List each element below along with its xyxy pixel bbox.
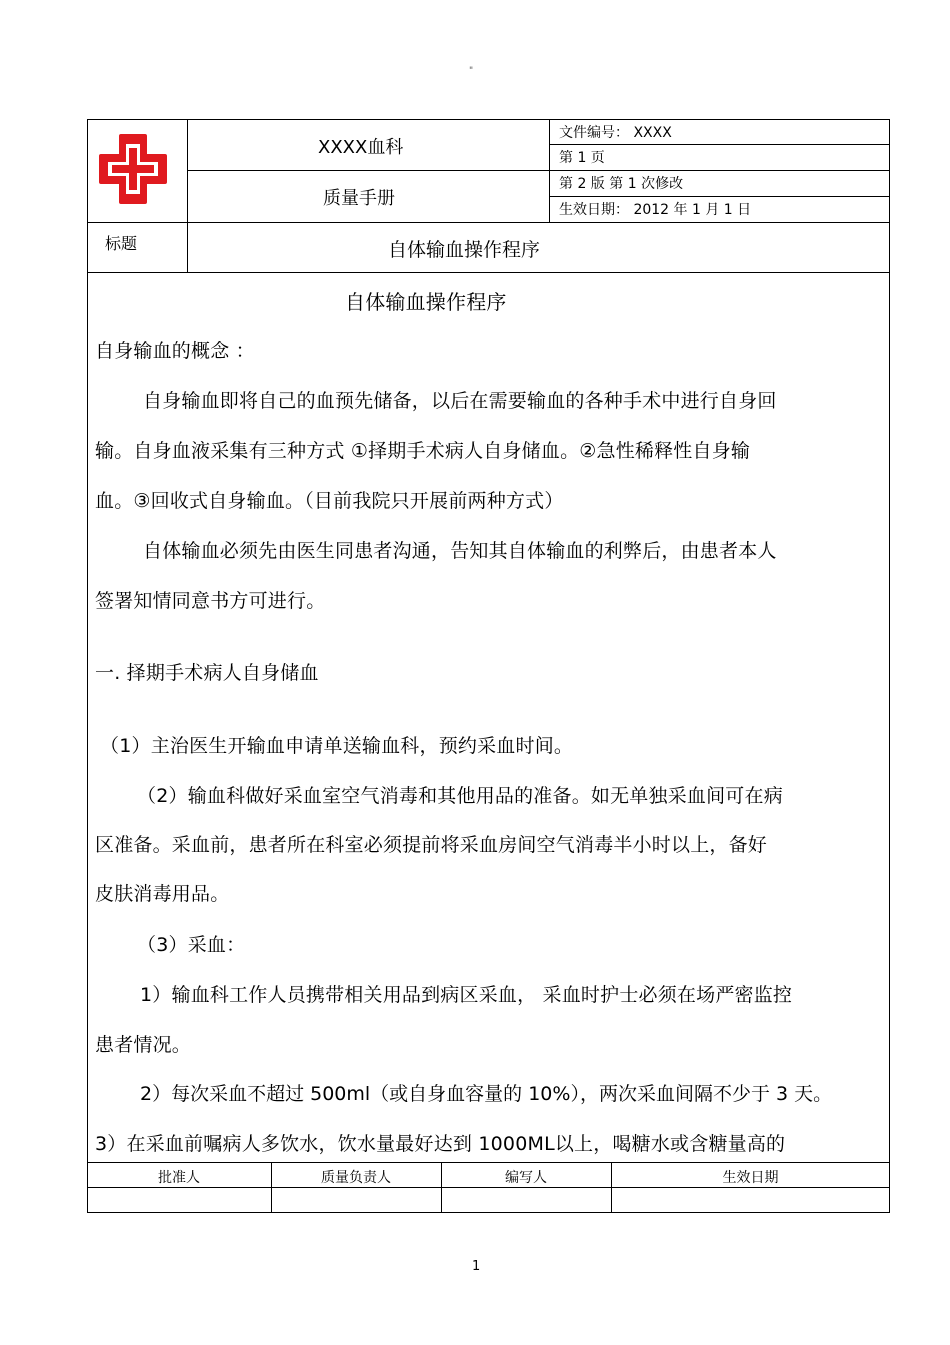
- header-row-line-mid: [187, 170, 549, 171]
- header-bottom-line: [87, 222, 890, 223]
- meta-line-3: [549, 196, 890, 197]
- body-line: （3）采血：: [137, 934, 246, 956]
- body-line: 1）输血科工作人员携带相关用品到病区采血， 采血时护士必须在场严密监控: [140, 984, 793, 1006]
- doc-number: 文件编号： XXXX: [559, 125, 672, 141]
- footer-top-line: [87, 1162, 890, 1163]
- footer-approver: 批准人: [158, 1170, 200, 1186]
- section-heading: 一. 择期手术病人自身储血: [95, 662, 319, 684]
- body-line: 3）在采血前嘱病人多饮水，饮水量最好达到 1000ML以上，喝糖水或含糖量高的: [95, 1133, 786, 1155]
- body-line: 自身输血即将自己的血预先储备，以后在需要输血的各种手术中进行自身回: [143, 390, 777, 412]
- body-line: 自身输血的概念 ：: [95, 340, 255, 362]
- title-row-bottom-line: [87, 272, 890, 273]
- manual-name: 质量手册: [323, 188, 395, 209]
- body-heading: 自体输血操作程序: [345, 290, 507, 314]
- body-line: 自体输血必须先由医生同患者沟通，告知其自体输血的利弊后，由患者本人: [143, 540, 777, 562]
- body-line: 皮肤消毒用品。: [95, 883, 230, 905]
- body-line: 2）每次采血不超过 500ml（或自身血容量的 10%），两次采血间隔不少于 3 天。: [140, 1083, 833, 1105]
- footer-quality-owner: 质量负责人: [321, 1170, 391, 1186]
- top-mark: ": [469, 66, 474, 76]
- red-cross-logo: [93, 130, 173, 208]
- body-line: 血。③回收式自身输血。（目前我院只开展前两种方式）: [95, 490, 564, 512]
- page-number: 1: [472, 1259, 481, 1274]
- footer-effective-date: 生效日期: [722, 1170, 779, 1186]
- footer-writer: 编写人: [505, 1170, 547, 1186]
- body-line: 输。自身血液采集有三种方式 ①择期手术病人自身储血。②急性稀释性自身输: [95, 440, 751, 462]
- meta-line-1: [549, 144, 890, 145]
- version-info: 第 2 版 第 1 次修改: [559, 176, 684, 192]
- body-line: 签署知情同意书方可进行。: [95, 590, 326, 612]
- body-line: 患者情况。: [95, 1034, 192, 1056]
- title-label: 标题: [105, 234, 138, 253]
- page-info: 第 1 页: [559, 150, 605, 166]
- body-line: （2）输血科做好采血室空气消毒和其他用品的准备。如无单独采血间可在病: [137, 785, 783, 807]
- body-line: 区准备。采血前，患者所在科室必须提前将采血房间空气消毒半小时以上，备好: [95, 834, 768, 856]
- header-divider-1: [187, 119, 188, 272]
- meta-line-2: [549, 170, 890, 171]
- footer-mid-line: [87, 1187, 890, 1188]
- dept-name: XXXX血科: [318, 137, 404, 158]
- effective-date: 生效日期： 2012 年 1 月 1 日: [559, 202, 752, 218]
- body-line: （1）主治医生开输血申请单送输血科，预约采血时间。: [100, 735, 574, 757]
- title-value: 自体输血操作程序: [388, 239, 541, 261]
